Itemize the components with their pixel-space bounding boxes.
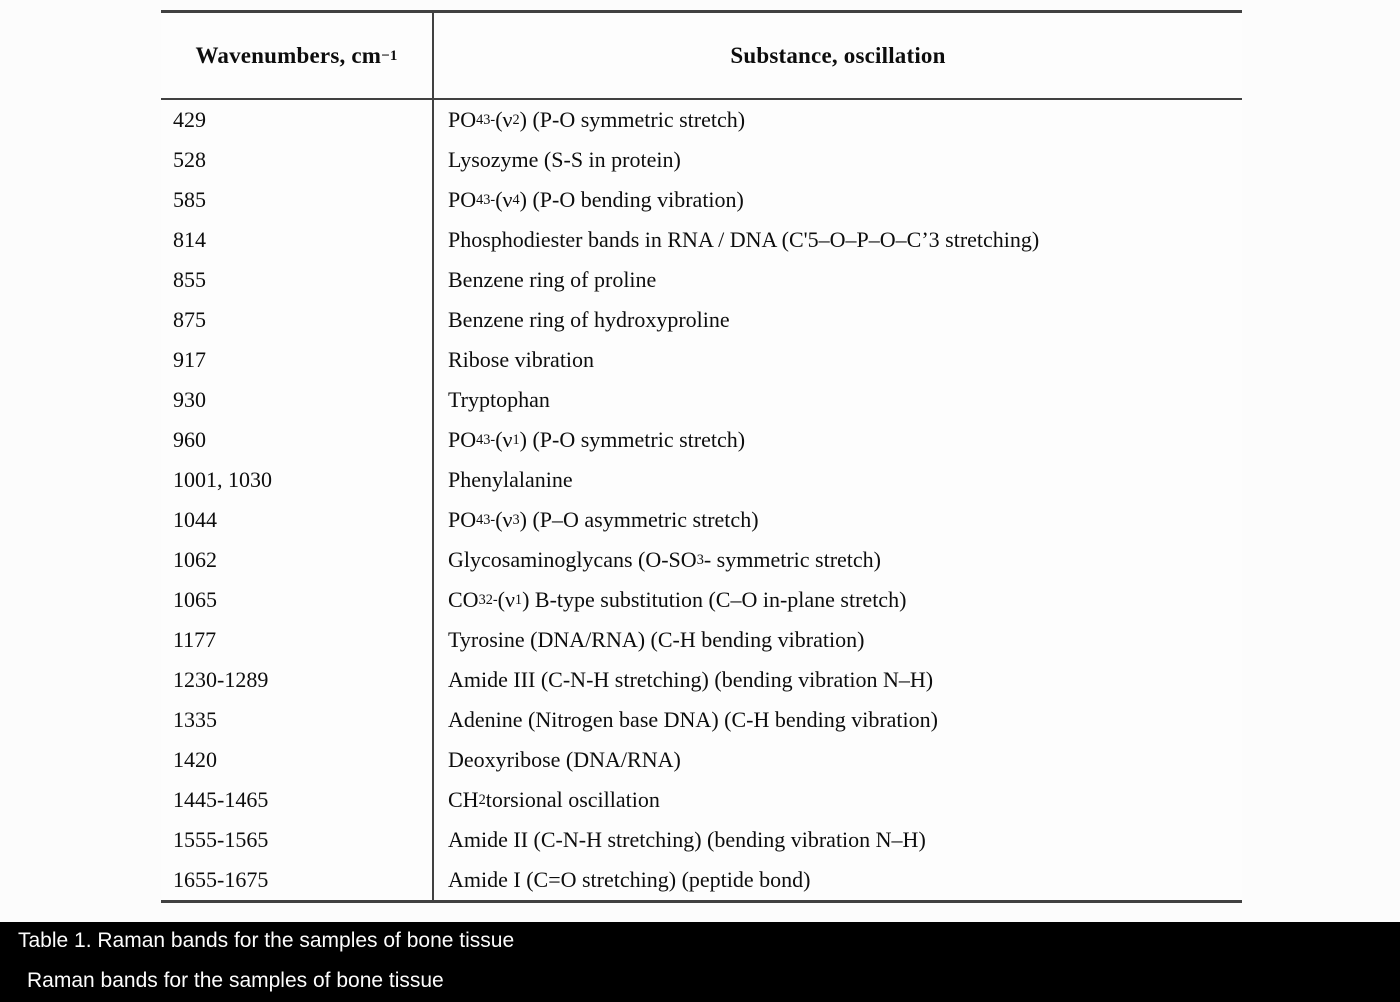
wavenumber-cell: 1230-1289 (173, 667, 269, 692)
table-body (161, 100, 1242, 900)
table-row (161, 100, 1242, 140)
wavenumber-cell: 528 (173, 147, 206, 172)
substance-cell: Deoxyribose (DNA/RNA) (432, 740, 1242, 780)
table-row (161, 500, 1242, 540)
table-row (161, 180, 1242, 220)
wavenumber-cell: 585 (173, 187, 206, 212)
raman-bands-table (161, 10, 1242, 903)
wavenumber-cell: 1655-1675 (173, 867, 269, 892)
substance-cell: CO 3 2- (ν 1 ) B-type substitution (C–O in-plane stretch) (432, 580, 1242, 620)
table-row (161, 140, 1242, 180)
substance-cell: Ribose vibration (432, 340, 1242, 380)
table-caption-title: Table 1. Raman bands for the samples of bone tissue (18, 929, 515, 952)
substance-cell: Tryptophan (432, 380, 1242, 420)
wavenumber-cell: 875 (173, 307, 206, 332)
substance-cell: PO 4 3- (ν 3 ) (P–O asymmetric stretch) (432, 500, 1242, 540)
wavenumber-cell: 1044 (173, 507, 217, 532)
column-header-substance: Substance, oscillation (432, 13, 1242, 98)
substance-cell: Amide II (C-N-H stretching) (bending vibration N–H) (432, 820, 1242, 860)
wavenumber-cell: 1420 (173, 747, 217, 772)
substance-cell: Benzene ring of proline (432, 260, 1242, 300)
table-row (161, 700, 1242, 740)
substance-cell: PO 4 3- (ν 4 ) (P-O bending vibration) (432, 180, 1242, 220)
substance-cell: Adenine (Nitrogen base DNA) (C-H bending vibration) (432, 700, 1242, 740)
wavenumber-cell: 960 (173, 427, 206, 452)
substance-cell: Lysozyme (S-S in protein) (432, 140, 1242, 180)
substance-cell: Phenylalanine (432, 460, 1242, 500)
wavenumber-cell: 917 (173, 347, 206, 372)
wavenumber-cell: 855 (173, 267, 206, 292)
substance-cell: Tyrosine (DNA/RNA) (C-H bending vibration) (432, 620, 1242, 660)
table-row (161, 820, 1242, 860)
table-row (161, 420, 1242, 460)
caption-band (0, 922, 1400, 1002)
wavenumber-cell: 1555-1565 (173, 827, 269, 852)
table-header-row (161, 13, 1242, 100)
table-row (161, 860, 1242, 900)
substance-cell: Amide III (C-N-H stretching) (bending vibration N–H) (432, 660, 1242, 700)
table-row (161, 540, 1242, 580)
substance-cell: Amide I (C=O stretching) (peptide bond) (432, 860, 1242, 900)
wavenumber-cell: 814 (173, 227, 206, 252)
table-row (161, 380, 1242, 420)
wavenumber-cell: 1001, 1030 (173, 467, 272, 492)
wavenumber-cell: 1335 (173, 707, 217, 732)
wavenumber-cell: 1062 (173, 547, 217, 572)
substance-cell: CH 2 torsional oscillation (432, 780, 1242, 820)
table-row (161, 620, 1242, 660)
wavenumber-cell: 1065 (173, 587, 217, 612)
column-header-wavenumbers: Wavenumbers, cm −1 (195, 42, 398, 68)
table-row (161, 220, 1242, 260)
table-caption-subtitle: Raman bands for the samples of bone tissue (27, 969, 444, 992)
wavenumber-cell: 1445-1465 (173, 787, 269, 812)
wavenumber-cell: 1177 (173, 627, 217, 652)
table-row (161, 740, 1242, 780)
substance-cell: Benzene ring of hydroxyproline (432, 300, 1242, 340)
table-row (161, 580, 1242, 620)
wavenumber-cell: 429 (173, 107, 206, 132)
table-row (161, 300, 1242, 340)
table-row (161, 460, 1242, 500)
table-row (161, 260, 1242, 300)
table-row (161, 340, 1242, 380)
wavenumber-cell: 930 (173, 387, 206, 412)
substance-cell: Phosphodiester bands in RNA / DNA (C'5–O–P–O–C’3 stretching) (432, 220, 1242, 260)
substance-cell: PO 4 3- (ν 2 ) (P-O symmetric stretch) (432, 100, 1242, 140)
substance-cell: Glycosaminoglycans (O-SO 3 - symmetric stretch) (432, 540, 1242, 580)
substance-cell: PO 4 3- (ν 1 ) (P-O symmetric stretch) (432, 420, 1242, 460)
table-row (161, 660, 1242, 700)
table-row (161, 780, 1242, 820)
